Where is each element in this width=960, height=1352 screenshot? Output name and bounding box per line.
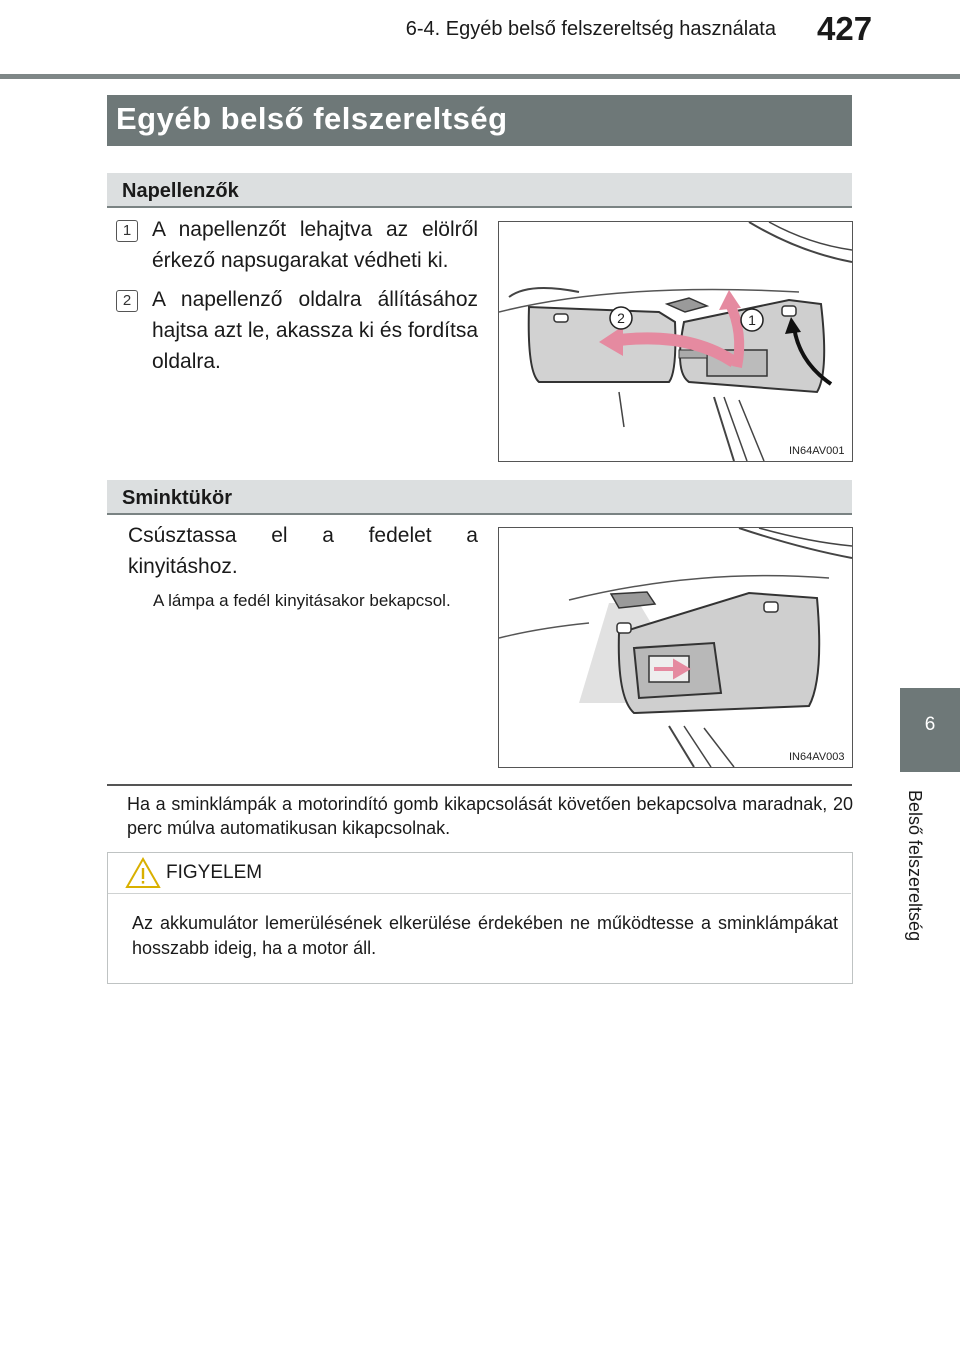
caution-text: Az akkumulátor lemerülésének elkerülése érdekében ne működtesse a sminklámpákat hosszabb ideig, ha a motor áll.: [132, 913, 838, 958]
vanity-lamp-note: A lámpa a fedél kinyitásakor bekapcsol.: [153, 591, 451, 610]
figure-callout-1: 1: [748, 312, 756, 328]
figure-callout-2: 2: [617, 310, 625, 326]
section-heading-vanity-mirror: Sminktükör: [122, 487, 233, 509]
note-rule: [107, 784, 852, 786]
caution-label: FIGYELEM: [166, 862, 263, 883]
step-text-1: A napellenzőt lehajtva az elölről érkező napsugarakat védheti ki.: [152, 218, 478, 272]
page-number: 427: [817, 10, 873, 47]
chapter-side-label: [897, 790, 927, 970]
figure-code-1: IN64AV001: [789, 445, 845, 457]
vanity-instruction: Csúsztassa el a fedelet a kinyitáshoz.: [128, 524, 478, 578]
warning-triangle-icon: [125, 857, 161, 889]
figure-code-2: IN64AV003: [789, 751, 845, 763]
section-heading-sun-visors: Napellenzők: [122, 180, 239, 202]
step-badge-2: 2: [116, 290, 138, 312]
vanity-mirror-illustration: [498, 527, 853, 768]
header-rule: [0, 74, 960, 79]
chapter-side-number: 6: [924, 714, 936, 735]
step-badge-1: 1: [116, 220, 138, 242]
page-title: Egyéb belső felszereltség: [116, 101, 508, 136]
info-note: Ha a sminklámpák a motorindító gomb kikapcsolását követően bekapcsolva maradnak, 20 perc múlva automatikusan kikapcsolnak.: [127, 794, 853, 838]
vanity-mirror-drawing: [499, 528, 852, 767]
sun-visor-drawing: [499, 222, 852, 461]
step-text-2: A napellenző oldalra állításához hajtsa azt le, akassza ki és fordítsa oldalra.: [152, 288, 478, 373]
chapter-side-label-text: Belső felszereltség: [905, 790, 925, 942]
running-header-chapter: 6-4. Egyéb belső felszereltség használata: [405, 18, 776, 40]
sun-visor-illustration: [498, 221, 853, 462]
